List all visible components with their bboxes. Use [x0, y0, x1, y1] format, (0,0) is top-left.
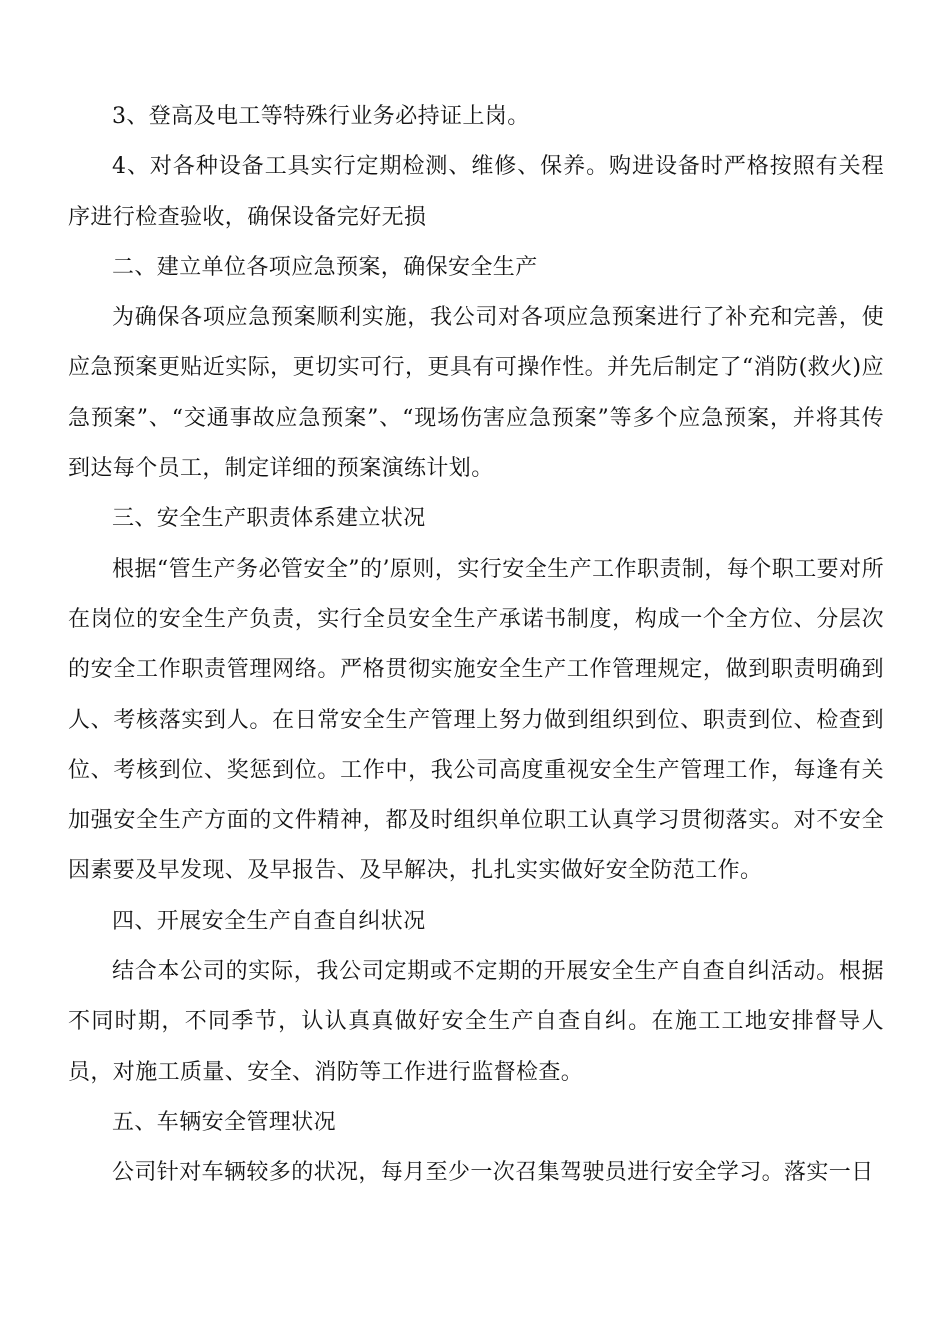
section-2-heading: 二、建立单位各项应急预案，确保安全生产: [112, 254, 538, 280]
section-4-body: 结合本公司的实际，我公司定期或不定期的开展安全生产自查自纠活动。根据不同时期，不同季节，认认真真做好安全生产自查自纠。在施工工地安排督导人员，对施工质量、安全、消防等工作进行监督检查。: [68, 959, 884, 1085]
item-3-paragraph: 3、登高及电工等特殊行业务必持证上岗。: [112, 104, 530, 129]
section-2-body: 为确保各项应急预案顺利实施，我公司对各项应急预案进行了补充和完善，使应急预案更贴近实际，更切实可行，更具有可操作性。并先后制定了“消防(救火)应急预案”、“交通事故应急预案”、“现场伤害应急预案”等多个应急预案，并将其传到达每个员工，制定详细的预案演练计划。: [68, 305, 884, 482]
item-4-paragraph: 4、对各种设备工具实行定期检测、维修、保养。购进设备时严格按照有关程序进行检查验收，确保设备完好无损: [68, 154, 884, 230]
document-body: [68, 92, 884, 1199]
section-4-heading: 四、开展安全生产自查自纠状况: [112, 908, 426, 934]
section-3-heading: 三、安全生产职责体系建立状况: [112, 506, 426, 532]
section-3-body: 根据“管生产务必管安全”的’原则，实行安全生产工作职责制，每个职工要对所在岗位的安全生产负责，实行全员安全生产承诺书制度，构成一个全方位、分层次的安全工作职责管理网络。严格贯彻实施安全生产工作管理规定，做到职责明确到人、考核落实到人。在日常安全生产管理上努力做到组织到位、职责到位、检查到位、考核到位、奖惩到位。工作中，我公司高度重视安全生产管理工作，每逢有关加强安全生产方面的文件精神，都及时组织单位职工认真学习贯彻落实。对不安全因素要及早发现、及早报告、及早解决，扎扎实实做好安全防范工作。: [68, 556, 884, 884]
section-5-body: 公司针对车辆较多的状况，每月至少一次召集驾驶员进行安全学习。落实一日: [112, 1160, 874, 1186]
section-5-heading: 五、车辆安全管理状况: [112, 1109, 337, 1135]
